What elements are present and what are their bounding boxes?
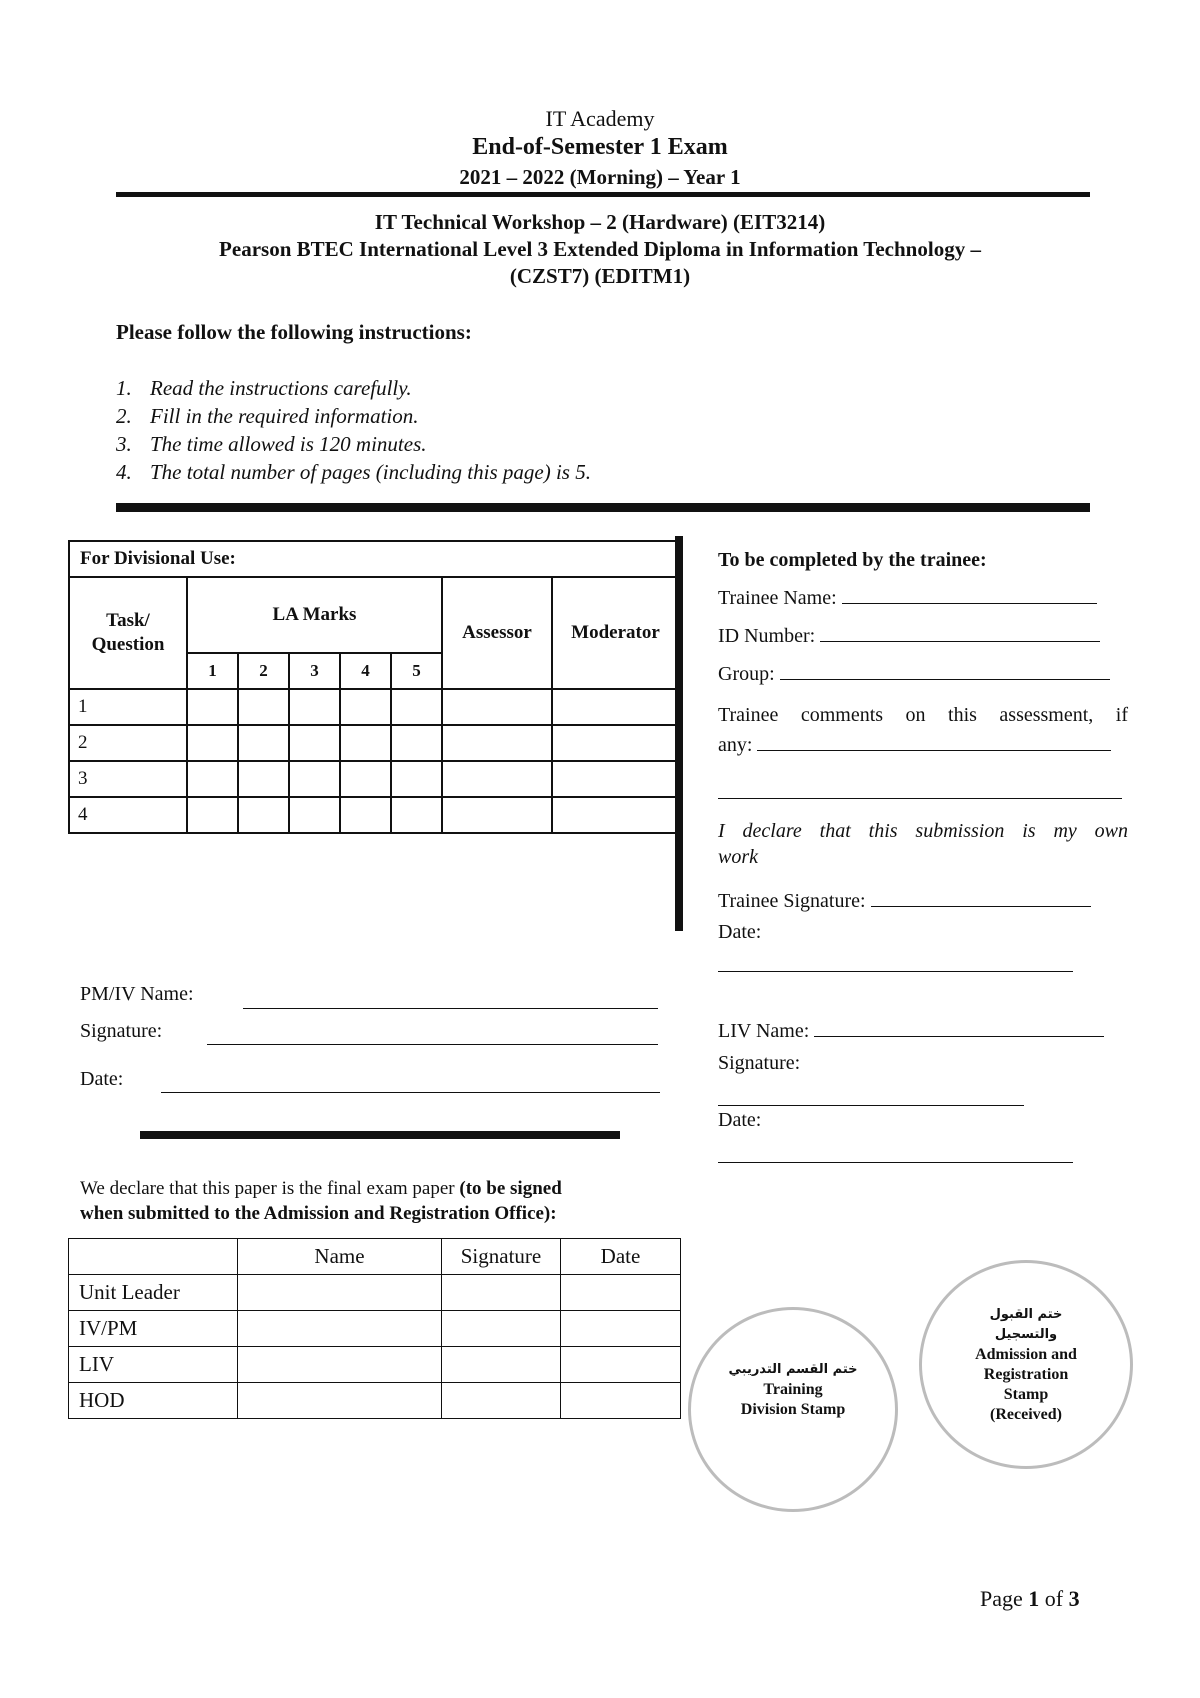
- row-label: 4: [69, 797, 187, 833]
- pm-iv-name-label: PM/IV Name:: [80, 983, 194, 1005]
- training-stamp-line1: Training: [763, 1380, 823, 1398]
- page-number: Page 1 of 3: [980, 1586, 1080, 1611]
- corner-cell: [69, 1239, 238, 1275]
- instructions-list: [116, 374, 591, 486]
- table-row: [69, 1383, 681, 1419]
- mark-cell[interactable]: [391, 797, 442, 833]
- liv-date-field[interactable]: [718, 1162, 1073, 1163]
- name-cell[interactable]: [238, 1311, 442, 1347]
- name-cell[interactable]: [238, 1275, 442, 1311]
- mark-cell[interactable]: [391, 689, 442, 725]
- table-row: [69, 1275, 681, 1311]
- instruction-item: 1. Read the instructions carefully.: [116, 376, 412, 400]
- trainee-name-field[interactable]: [842, 585, 1097, 604]
- instruction-item: 2. Fill in the required information.: [116, 404, 419, 428]
- pm-iv-name-field[interactable]: [243, 1008, 658, 1009]
- liv-signature-label: Signature:: [718, 1052, 801, 1074]
- liv-name-row: [718, 1018, 1128, 1043]
- comments-field[interactable]: [757, 732, 1111, 751]
- moderator-cell[interactable]: [552, 725, 679, 761]
- liv-name-field[interactable]: [814, 1018, 1104, 1037]
- la-mark-number: 4: [340, 653, 391, 689]
- exam-title: End-of-Semester 1 Exam: [472, 134, 728, 160]
- programme-codes: (CZST7) (EDITM1): [509, 264, 691, 288]
- date-cell[interactable]: [561, 1347, 681, 1383]
- row-label: 1: [69, 689, 187, 725]
- trainee-signature-row: [718, 888, 1128, 913]
- liv-name-label: LIV Name:: [718, 1020, 810, 1042]
- exam-year: 2021 – 2022 (Morning) – Year 1: [459, 165, 741, 189]
- divisional-use-table: [68, 540, 680, 834]
- task-question-header: Task/ Question: [69, 577, 187, 689]
- moderator-cell[interactable]: [552, 797, 679, 833]
- instructions-divider: [116, 503, 1090, 512]
- comments-row: [718, 732, 1128, 757]
- table-row: [69, 689, 679, 725]
- moderator-cell[interactable]: [552, 689, 679, 725]
- admission-stamp-arabic-2: والتسجيل: [994, 1326, 1058, 1342]
- admission-stamp-line3: Stamp: [1003, 1385, 1049, 1403]
- table-row: [69, 1311, 681, 1347]
- mark-cell[interactable]: [289, 761, 340, 797]
- table-row: [69, 1347, 681, 1383]
- mark-cell[interactable]: [289, 689, 340, 725]
- la-mark-number: 2: [238, 653, 289, 689]
- group-field[interactable]: [780, 661, 1110, 680]
- trainee-signature-field[interactable]: [871, 888, 1091, 907]
- section-divider: [675, 536, 683, 931]
- academy-name: IT Academy: [545, 106, 655, 131]
- mark-cell[interactable]: [187, 689, 238, 725]
- assessor-cell[interactable]: [442, 725, 552, 761]
- id-number-label: ID Number:: [718, 625, 816, 647]
- group-row: [718, 661, 1128, 686]
- trainee-signature-label: Trainee Signature:: [718, 890, 866, 912]
- la-mark-number: 3: [289, 653, 340, 689]
- header-divider: [116, 192, 1090, 197]
- pm-iv-signature-field[interactable]: [207, 1044, 658, 1045]
- divisional-title: For Divisional Use:: [69, 541, 679, 577]
- admission-stamp-line1: Admission and: [975, 1345, 1077, 1363]
- trainee-date-field[interactable]: [718, 971, 1073, 972]
- id-number-row: [718, 623, 1128, 648]
- date-column-header: Date: [561, 1239, 681, 1275]
- programme-title: Pearson BTEC International Level 3 Extended Diploma in Information Technology –: [219, 237, 981, 261]
- own-work-declaration: I declare that this submission is my own work: [718, 820, 1128, 868]
- moderator-header: Moderator: [552, 577, 679, 689]
- date-cell[interactable]: [561, 1275, 681, 1311]
- admission-registration-stamp: [919, 1260, 1133, 1469]
- signature-column-header: Signature: [442, 1239, 561, 1275]
- mark-cell[interactable]: [238, 689, 289, 725]
- trainee-section-title: To be completed by the trainee:: [718, 549, 987, 571]
- role-label: IV/PM: [69, 1311, 238, 1347]
- trainee-name-label: Trainee Name:: [718, 587, 837, 609]
- pm-iv-divider: [140, 1131, 620, 1139]
- name-column-header: Name: [238, 1239, 442, 1275]
- role-label: HOD: [69, 1383, 238, 1419]
- course-title: IT Technical Workshop – 2 (Hardware) (EIT3214): [374, 210, 826, 234]
- mark-cell[interactable]: [391, 725, 442, 761]
- instructions-title: Please follow the following instructions:: [116, 320, 472, 344]
- mark-cell[interactable]: [238, 761, 289, 797]
- table-row: [69, 761, 679, 797]
- assessor-cell[interactable]: [442, 689, 552, 725]
- training-stamp-arabic: ختم القسم التدريبي: [728, 1361, 858, 1377]
- la-mark-number: 5: [391, 653, 442, 689]
- mark-cell[interactable]: [289, 797, 340, 833]
- name-cell[interactable]: [238, 1347, 442, 1383]
- date-cell[interactable]: [561, 1383, 681, 1419]
- trainee-date-label: Date:: [718, 921, 762, 943]
- group-label: Group:: [718, 663, 775, 685]
- mark-cell[interactable]: [238, 797, 289, 833]
- mark-cell[interactable]: [289, 725, 340, 761]
- instruction-item: 4. The total number of pages (including this page) is 5.: [116, 460, 591, 484]
- signature-cell[interactable]: [442, 1383, 561, 1419]
- mark-cell[interactable]: [187, 761, 238, 797]
- liv-date-label: Date:: [718, 1109, 762, 1131]
- signature-cell[interactable]: [442, 1275, 561, 1311]
- comments-label-line2: any:: [718, 734, 753, 756]
- la-marks-header: LA Marks: [187, 577, 442, 653]
- mark-cell[interactable]: [340, 761, 391, 797]
- instruction-item: 3. The time allowed is 120 minutes.: [116, 432, 427, 456]
- table-row: [69, 725, 679, 761]
- mark-cell[interactable]: [187, 725, 238, 761]
- mark-cell[interactable]: [340, 725, 391, 761]
- mark-cell[interactable]: [187, 797, 238, 833]
- liv-signature-field[interactable]: [718, 1105, 1024, 1106]
- mark-cell[interactable]: [340, 689, 391, 725]
- final-signoff-table: [68, 1238, 681, 1419]
- signature-cell[interactable]: [442, 1347, 561, 1383]
- training-division-stamp: [688, 1307, 898, 1512]
- admission-stamp-line2: Registration: [983, 1365, 1069, 1383]
- id-number-field[interactable]: [820, 623, 1100, 642]
- role-label: Unit Leader: [69, 1275, 238, 1311]
- la-mark-number: 1: [187, 653, 238, 689]
- row-label: 3: [69, 761, 187, 797]
- comments-field-line2[interactable]: [718, 798, 1122, 799]
- assessor-header: Assessor: [442, 577, 552, 689]
- name-cell[interactable]: [238, 1383, 442, 1419]
- training-stamp-line2: Division Stamp: [740, 1400, 846, 1418]
- pm-iv-signature-label: Signature:: [80, 1020, 163, 1042]
- role-label: LIV: [69, 1347, 238, 1383]
- row-label: 2: [69, 725, 187, 761]
- admission-stamp-line4: (Received): [990, 1405, 1062, 1423]
- assessor-cell[interactable]: [442, 761, 552, 797]
- signature-cell[interactable]: [442, 1311, 561, 1347]
- table-row: [69, 797, 679, 833]
- pm-iv-date-field[interactable]: [161, 1092, 660, 1093]
- mark-cell[interactable]: [391, 761, 442, 797]
- pm-iv-date-label: Date:: [80, 1068, 124, 1090]
- trainee-name-row: [718, 585, 1128, 610]
- moderator-cell[interactable]: [552, 761, 679, 797]
- mark-cell[interactable]: [238, 725, 289, 761]
- assessor-cell[interactable]: [442, 797, 552, 833]
- admission-stamp-arabic-1: ختم القبول: [989, 1306, 1063, 1322]
- date-cell[interactable]: [561, 1311, 681, 1347]
- comments-label-line1: Trainee comments on this assessment, if: [718, 704, 1128, 726]
- mark-cell[interactable]: [340, 797, 391, 833]
- final-paper-declaration: We declare that this paper is the final exam paper (to be signed when submitted to the Admission and Registration Office):: [80, 1178, 562, 1224]
